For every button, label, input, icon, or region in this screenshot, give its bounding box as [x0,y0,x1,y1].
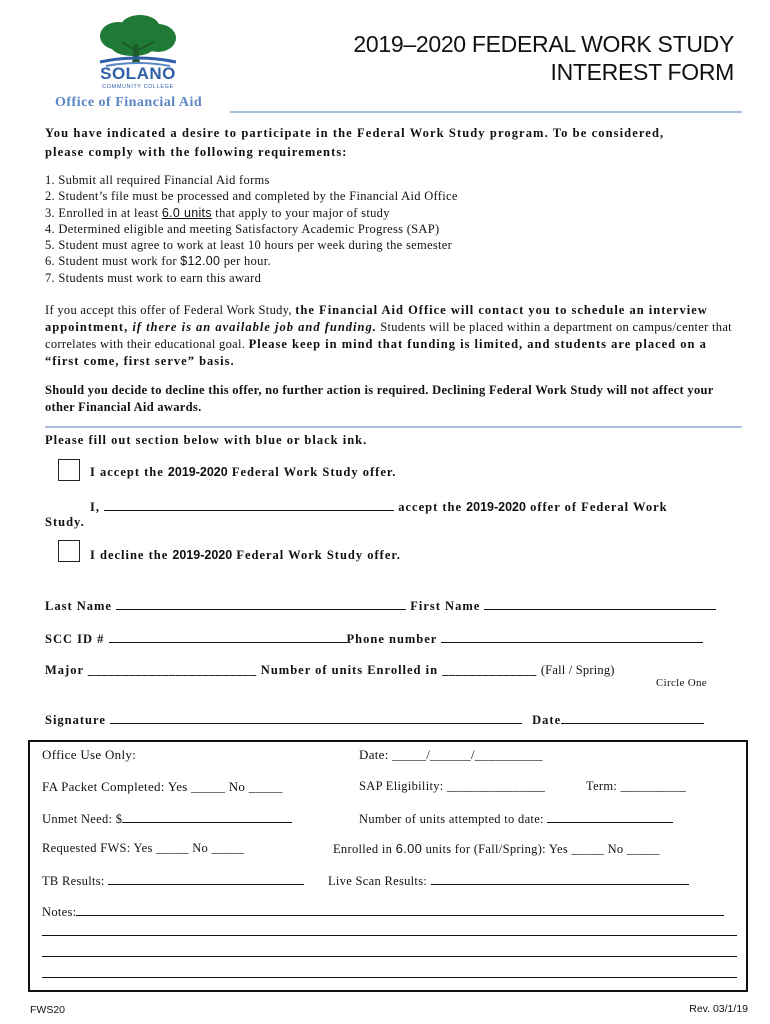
form-title [353,30,734,86]
tb-results-row [42,872,304,889]
last-name-field[interactable] [116,597,406,610]
units-attempted-field[interactable] [547,810,673,823]
phone-field[interactable] [441,630,703,643]
decline-checkbox[interactable] [58,540,80,562]
notes-line[interactable] [42,956,737,957]
id-phone-row [45,630,703,647]
notes-line[interactable] [42,935,737,936]
intro-text [45,125,765,160]
title-line-2: INTEREST FORM [550,59,734,85]
first-name-label: First Name [410,599,481,613]
sap-eligibility-field[interactable]: SAP Eligibility: _______________ [359,779,546,793]
scc-id-label: SCC ID # [45,632,105,646]
option-text: Federal Work Study offer. [232,548,401,562]
last-name-label: Last Name [45,599,112,613]
enrolled-text: units for (Fall/Spring): Yes _____ No _____ [422,842,660,856]
paragraph-text: If you accept this offer of Federal Work Study, [45,303,296,317]
form-id: FWS20 [30,1004,66,1016]
decline-option-label [90,548,401,563]
statement-year: 2019-2020 [466,500,526,514]
list-item: 7. Students must work to earn this award [45,270,262,285]
list-item: 2. Student’s file must be processed and completed by the Financial Aid Office [45,189,458,204]
title-line-1: 2019–2020 FEDERAL WORK STUDY [353,31,734,57]
units-attempted-label: Number of units attempted to date: [359,812,544,826]
live-scan-label: Live Scan Results: [328,874,428,888]
accept-option-label [90,465,396,480]
signature-row [45,711,704,728]
paragraph-italic-text: if there is an available job and funding. [132,320,377,334]
enrolled-units: 6.00 [395,841,423,856]
requirements-list [45,172,745,286]
list-item-text: 6. Student must work for [45,254,181,269]
list-item [45,253,745,269]
paragraph-bold-text: Please keep in mind that funding is limited, and students are placed on a “first come, first serve” basis. [45,337,707,368]
intro-line-1: You have indicated a desire to participate in the Federal Work Study program. To be considered, [45,126,665,140]
enrolled-units-field[interactable] [333,841,660,857]
unmet-need-row [42,810,292,827]
signature-field[interactable] [110,711,522,724]
enrolled-text: Enrolled in [333,842,396,856]
term-field[interactable]: Term: __________ [586,779,687,793]
option-text: Federal Work Study offer. [227,465,397,479]
revision-date: Rev. 03/1/19 [689,1003,748,1015]
notes-line[interactable] [42,977,737,978]
list-item [45,205,745,221]
paragraph-text: Students will be placed within a department on campus/center that correlates with their educational goal. [45,320,732,351]
office-name: Office of Financial Aid [55,95,203,110]
fa-packet-field[interactable]: FA Packet Completed: Yes _____ No _____ [42,779,283,794]
i-label: I, [90,500,100,514]
notes-label: Notes: [42,905,77,919]
hourly-rate: $12.00 [180,254,221,269]
first-name-field[interactable] [484,597,716,610]
option-year: 2019-2020 [172,548,233,562]
phone-label: Phone number [346,632,438,646]
statement-text: offer of Federal Work [525,500,668,514]
units-enrolled-label: Number of units Enrolled in [260,663,439,677]
option-text: I accept the [90,465,168,479]
circle-one-hint: Circle One [656,677,707,689]
signature-label: Signature [45,713,106,727]
tb-results-field[interactable] [108,872,304,885]
list-item-text: that apply to your major of study [211,205,390,220]
statement-continuation: Study. [45,515,85,529]
intro-line-2: please comply with the following requirements: [45,145,348,159]
option-year: 2019-2020 [167,465,228,479]
unmet-need-field[interactable] [122,810,292,823]
notes-row [42,903,724,920]
tb-results-label: TB Results: [42,874,105,888]
date-label: Date [532,713,562,727]
list-item: 5. Student must agree to work at least 10 hours per week during the semester [45,238,453,253]
logo-subtitle: COMMUNITY COLLEGE [102,84,174,90]
option-text: I decline the [90,548,173,562]
list-item-text: per hour. [220,254,271,269]
units-attempted-row [359,810,673,827]
office-date-field[interactable]: Date: _____/______/__________ [359,747,543,762]
unmet-need-label: Unmet Need: $ [42,812,123,826]
live-scan-field[interactable] [431,872,689,885]
section-divider [45,426,742,428]
list-item-text: 3. Enrolled in at least [45,205,162,220]
requested-fws-field[interactable]: Requested FWS: Yes _____ No _____ [42,841,245,855]
name-row [45,597,716,614]
office-use-box [28,740,748,992]
major-label: Major [45,663,84,677]
term-option[interactable]: (Fall / Spring) [540,663,615,677]
major-field[interactable]: _________________________ [87,663,257,677]
decline-paragraph: Should you decide to decline this offer, no further action is required. Declining Federal Work Study will not affect your other Financial Aid awards. [45,383,714,414]
units-requirement: 6.0 units [161,205,212,220]
paragraph-bold-text: the Financial Aid Office will contact you to schedule an interview appointment, [45,303,708,334]
name-accept-statement [90,498,668,515]
accept-paragraph [45,302,735,370]
scc-id-field[interactable] [109,630,347,643]
ink-instructions: Please fill out section below with blue or black ink. [45,433,368,447]
list-item: 1. Submit all required Financial Aid forms [45,173,270,187]
date-field[interactable] [561,711,704,724]
statement-text: accept the [394,500,467,514]
list-item: 4. Determined eligible and meeting Satisfactory Academic Progress (SAP) [45,221,440,236]
major-units-row [45,663,615,678]
notes-field[interactable] [76,903,724,916]
accept-checkbox[interactable] [58,459,80,481]
header-divider [230,111,742,113]
units-enrolled-field[interactable]: ______________ [442,663,537,677]
accept-name-field[interactable] [104,498,394,511]
office-use-title: Office Use Only: [42,747,137,762]
logo-name: SOLANO [100,64,176,83]
live-scan-row [328,872,689,889]
